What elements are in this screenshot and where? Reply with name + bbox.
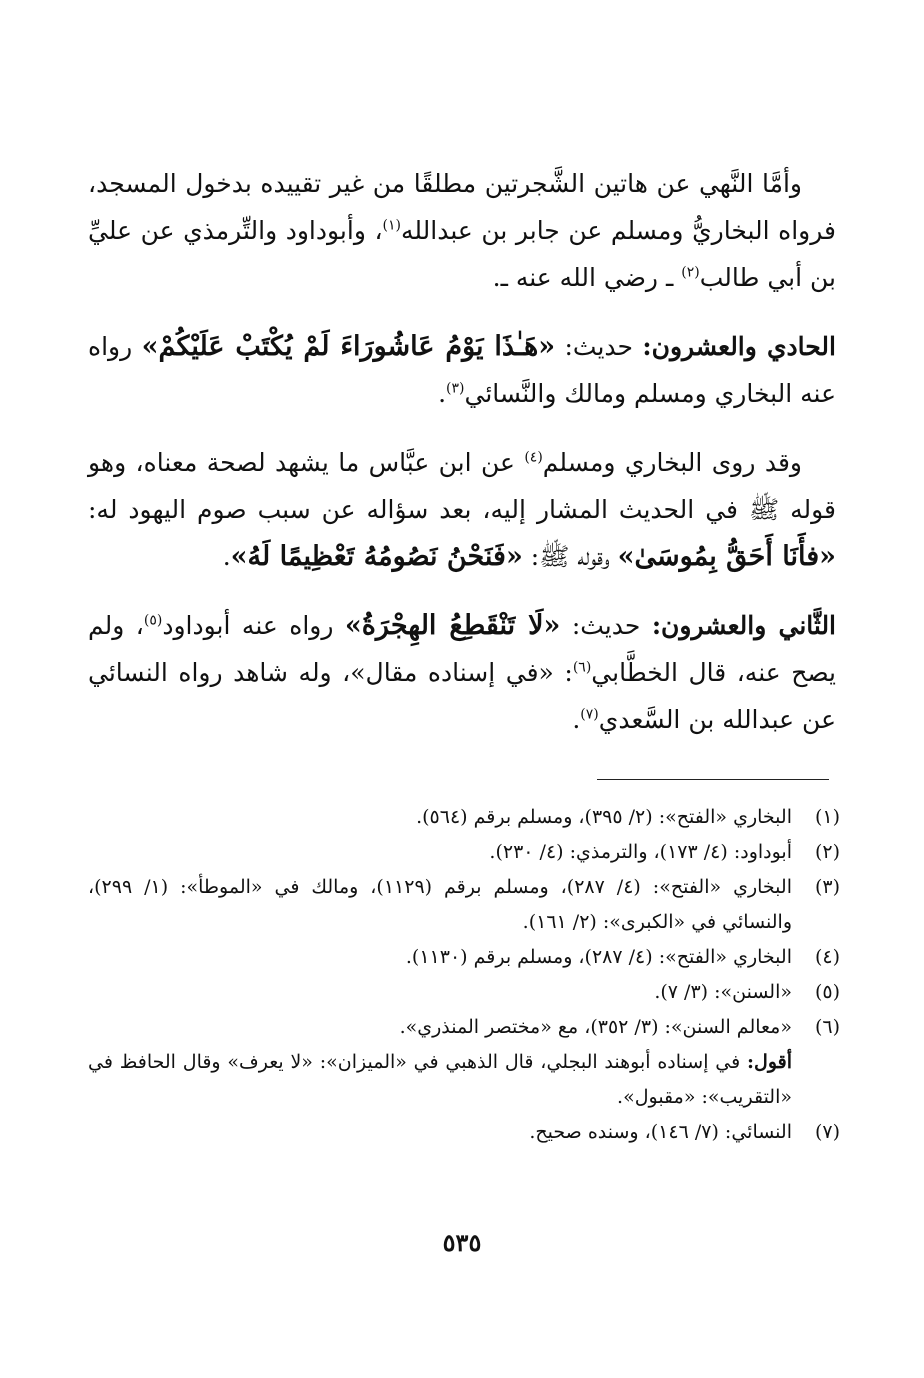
footnote-5 <box>88 975 840 1010</box>
footnote-4 <box>88 940 840 975</box>
hadith-text: «فَنَحْنُ نَصُومُهُ تَعْظِيمًا لَهُ» <box>230 541 523 572</box>
footnote-6-note <box>88 1045 840 1115</box>
footnote-ref-2[interactable]: (٢) <box>681 264 700 281</box>
p4-mid2: ، ولم يصح عنه، قال الخطَّابي <box>88 611 836 687</box>
footnote-6 <box>88 1010 840 1045</box>
footnote-text: «السنن»: (٣/ ٧). <box>654 981 792 1003</box>
section-label-21: الحادي والعشرون: <box>642 332 836 361</box>
note-label: أقول: <box>747 1051 792 1073</box>
main-text <box>88 160 836 765</box>
p3-end: . <box>222 542 231 571</box>
footnote-1 <box>88 800 840 835</box>
p3-pre: وقد روى البخاري ومسلم <box>542 448 802 477</box>
p1-mid: ، وأبوداود والتِّرمذي عن عليِّ بن أبي طالب <box>88 216 836 292</box>
footnote-2 <box>88 835 840 870</box>
p2-post: رواه عنه البخاري ومسلم ومالك والنَّسائي <box>88 332 836 408</box>
footnote-ref-3[interactable]: (٣) <box>446 380 465 397</box>
footnote-text: «معالم السنن»: (٣/ ٣٥٢)، مع «مختصر المنذري». <box>399 1016 792 1038</box>
p4-mid: رواه عنه أبوداود <box>162 611 345 640</box>
footnote-7 <box>88 1115 840 1150</box>
hadith-text: «لَا تَنْقَطِعُ الهِجْرَةُ» <box>344 610 561 641</box>
footnote-number: (٣) <box>814 876 840 898</box>
paragraph-4-text <box>88 602 836 743</box>
footnote-text: البخاري «الفتح»: (٤/ ٢٨٧)، ومسلم برقم (١١٢٩)، ومالك في «الموطأ»: (١/ ٢٩٩)، والنسائي في «الكبرى»: (٢/ ١٦١). <box>88 876 792 933</box>
p2-end: . <box>438 379 447 408</box>
page-number: ٥٣٥ <box>442 1228 482 1257</box>
footnote-text: البخاري «الفتح»: (٤/ ٢٨٧)، ومسلم برقم (١١٣٠). <box>405 946 792 968</box>
p1-end: ـ رضي الله عنه ـ. <box>492 263 682 292</box>
paragraph-2 <box>88 323 836 417</box>
footnote-number: (٢) <box>814 841 840 863</box>
hadith-text: «فأَنَا أَحَقُّ بِمُوسَىٰ» <box>617 541 836 572</box>
footnote-text: البخاري «الفتح»: (٢/ ٣٩٥)، ومسلم برقم (٥٦٤). <box>416 806 792 828</box>
footnote-text: النسائي: (٧/ ١٤٦)، وسنده صحيح. <box>529 1121 792 1143</box>
p4-mid3: : «في إسناده مقال»، وله شاهد رواه النسائي عن عبدالله بن السَّعدي <box>88 658 836 734</box>
p2-pre: حديث: <box>555 332 643 361</box>
paragraph-3 <box>88 439 836 580</box>
p1-text: وأمَّا النَّهي عن هاتين الشَّجرتين مطلقًا من غير تقييده بدخول المسجد، فرواه البخاريُّ ومسلم عن جابر بن عبدالله <box>88 169 836 245</box>
footnote-ref-7[interactable]: (٧) <box>580 706 599 723</box>
hadith-text: «هَـٰذَا يَوْمُ عَاشُورَاءَ لَمْ يُكْتَبْ عَلَيْكُمْ» <box>141 331 556 362</box>
footnote-ref-5[interactable]: (٥) <box>143 612 163 629</box>
footnote-divider <box>597 779 829 780</box>
footnote-number: (٧) <box>814 1121 840 1143</box>
note-text: في إسناده أبوهند البجلي، قال الذهبي في «الميزان»: «لا يعرف» وقال الحافظ في «التقريب»: «مقبول». <box>88 1051 792 1108</box>
footnote-3 <box>88 870 840 940</box>
footnote-ref-1[interactable]: (١) <box>382 217 401 234</box>
footnote-number: (٦) <box>814 1016 840 1038</box>
footnote-ref-4[interactable]: (٤) <box>524 449 543 466</box>
paragraph-3-text <box>88 439 836 580</box>
footnote-number: (٤) <box>814 946 840 968</box>
section-label-22: الثَّاني والعشرون: <box>651 611 837 640</box>
paragraph-1 <box>88 160 836 301</box>
footnotes <box>88 800 840 1150</box>
footnote-number: (٥) <box>814 981 840 1003</box>
footnote-ref-6[interactable]: (٦) <box>572 659 592 676</box>
p3-mid2: وقوله ﷺ: <box>522 542 618 571</box>
paragraph-2-text <box>88 323 836 417</box>
footnote-text: أبوداود: (٤/ ١٧٣)، والترمذي: (٤/ ٢٣٠). <box>489 841 792 863</box>
footnote-number: (١) <box>814 806 840 828</box>
p4-pre: حديث: <box>560 611 652 640</box>
paragraph-1-text <box>88 160 836 301</box>
p4-end: . <box>572 705 581 734</box>
paragraph-4 <box>88 602 836 743</box>
p3-mid: عن ابن عبَّاس ما يشهد لصحة معناه، وهو قوله ﷺ في الحديث المشار إليه، بعد سؤاله عن سبب صوم اليهود له: <box>88 448 836 524</box>
